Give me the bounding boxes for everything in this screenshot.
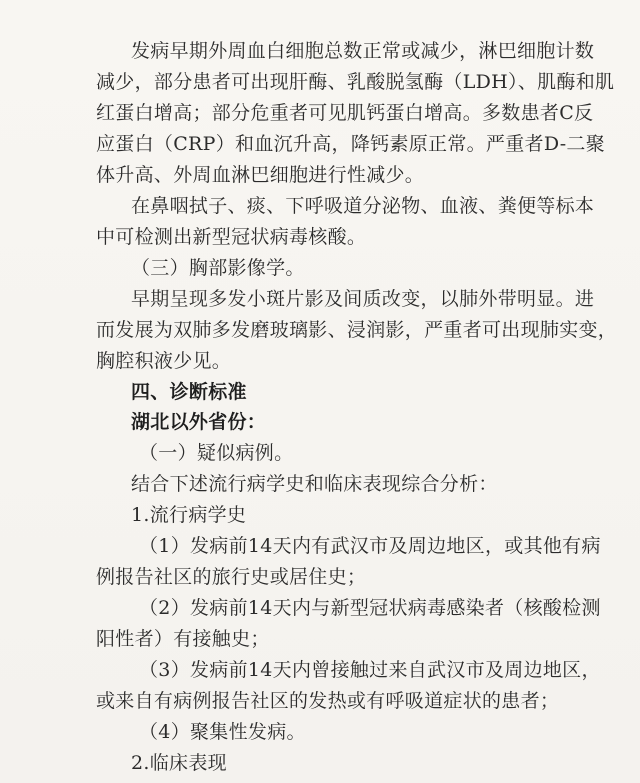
text-line-4: 应蛋白（CRP）和血沉升高，降钙素原正常。严重者D-二聚 [96, 133, 606, 155]
list-item-3: （3）发病前14天内曾接触过来自武汉市及周边地区， [139, 659, 601, 681]
subheading-epidemiology: 1.流行病学史 [131, 504, 247, 526]
text-line-10: 而发展为双肺多发磨玻璃影、浸润影，严重者可出现肺实变， [96, 319, 618, 341]
list-item-1-cont: 例报告社区的旅行史或居住史； [96, 566, 367, 588]
section-heading-diagnosis: 四、诊断标准 [131, 381, 247, 403]
list-item-2: （2）发病前14天内与新型冠状病毒感染者（核酸检测 [139, 597, 601, 619]
subheading-clinical: 2.临床表现 [131, 752, 227, 774]
text-line-6: 在鼻咽拭子、痰、下呼吸道分泌物、血液、粪便等标本 [131, 195, 595, 217]
list-item-4: （4）聚集性发病。 [139, 721, 306, 743]
text-line-9: 早期呈现多发小斑片影及间质改变，以肺外带明显。进 [131, 288, 595, 310]
subheading-suspected: （一）疑似病例。 [139, 442, 294, 464]
section-heading-imaging: （三）胸部影像学。 [131, 257, 305, 279]
list-item-1: （1）发病前14天内有武汉市及周边地区，或其他有病 [139, 535, 601, 557]
list-item-2-cont: 阳性者）有接触史； [96, 628, 270, 650]
text-line-11: 胸腔积液少见。 [96, 350, 232, 372]
text-line-3: 红蛋白增高；部分危重者可见肌钙蛋白增高。多数患者C反 [96, 102, 594, 124]
text-line-1: 发病早期外周血白细胞总数正常或减少，淋巴细胞计数 [131, 40, 595, 62]
section-heading-provinces: 湖北以外省份： [131, 411, 267, 433]
text-line-5: 体升高、外周血淋巴细胞进行性减少。 [96, 164, 425, 186]
text-line-7: 中可检测出新型冠状病毒核酸。 [96, 226, 367, 248]
text-line-2: 减少，部分患者可出现肝酶、乳酸脱氢酶（LDH）、肌酶和肌 [96, 71, 615, 93]
list-item-3-cont: 或来自有病例报告社区的发热或有呼吸道症状的患者； [96, 690, 560, 712]
text-line-15: 结合下述流行病学史和临床表现综合分析： [131, 473, 498, 495]
